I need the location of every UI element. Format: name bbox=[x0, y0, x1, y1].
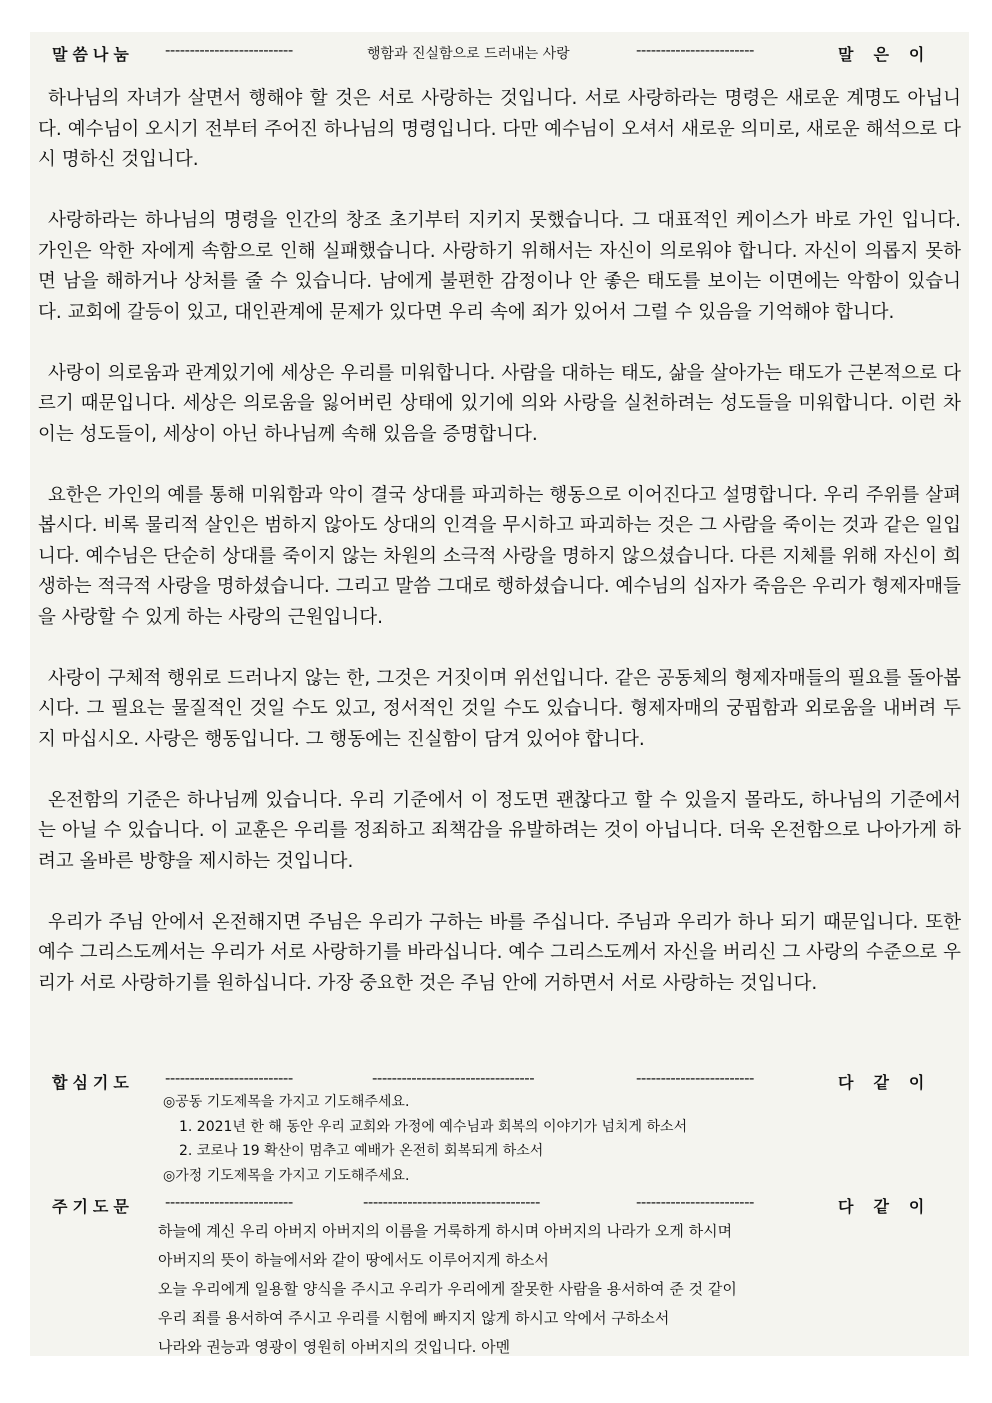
divider-dashes: ------------------------------------ bbox=[363, 1193, 540, 1211]
sermon-subtitle: 행함과 진실함으로 드러내는 사랑 bbox=[367, 46, 570, 62]
section-label: 말씀나눔 bbox=[52, 45, 134, 64]
lords-prayer-line: 아버지의 뜻이 하늘에서와 같이 땅에서도 이루어지게 하소서 bbox=[158, 1251, 549, 1269]
lords-prayer-line: 오늘 우리에게 일용할 양식을 주시고 우리가 우리에게 잘못한 사람을 용서하여 준 것 같이 bbox=[158, 1280, 737, 1298]
section-label: 주기도문 bbox=[52, 1197, 134, 1216]
lords-prayer-line: 하늘에 계신 우리 아버지 아버지의 이름을 거룩하게 하시며 아버지의 나라가 오게 하시며 bbox=[158, 1222, 733, 1240]
section-role: 말은이 bbox=[838, 45, 945, 64]
divider-dashes: -------------------------- bbox=[165, 1193, 293, 1211]
paragraph: 요한은 가인의 예를 통해 미워함과 악이 결국 상대를 파괴하는 행동으로 이어진다고 설명합니다. 우리 주위를 살펴봅시다. 비록 물리적 살인은 범하지 않아도 상대의 인격을 무시하고 파괴하는 것은 그 사람을 죽이는 것과 같은 일입니다. 예수님은 단순히 상대를 죽이지 않는 차원의 소극적 사랑을 명하지 않으셨습니다. 다른 지체를 위해 자신이 희생하는 적극적 사랑을 명하셨습니다. 그리고 말씀 그대로 행하셨습니다. 예수님의 십자가 죽음은 우리가 형제자매들을 사랑할 수 있게 하는 사랑의 근원입니다. bbox=[38, 484, 961, 628]
prayer-topics bbox=[163, 1090, 687, 1188]
section-role: 다같이 bbox=[838, 1197, 945, 1216]
paragraph: 우리가 주님 안에서 온전해지면 주님은 우리가 구하는 바를 주십니다. 주님과 우리가 하나 되기 때문입니다. 또한 예수 그리스도께서는 우리가 서로 사랑하기를 바라십니다. 예수 그리스도께서 자신을 버리신 그 사랑의 수준으로 우리가 서로 사랑하기를 원하십니다. 가장 중요한 것은 주님 안에 거하면서 서로 사랑하는 것입니다. bbox=[38, 911, 961, 994]
sermon-body bbox=[38, 84, 961, 999]
paragraph: 하나님의 자녀가 살면서 행해야 할 것은 서로 사랑하는 것입니다. 서로 사랑하라는 명령은 새로운 계명도 아닙니다. 예수님이 오시기 전부터 주어진 하나님의 명령입니다. 다만 예수님이 오셔서 새로운 의미로, 새로운 해석으로 다시 명하신 것입니다. bbox=[38, 88, 961, 170]
section-label: 합심기도 bbox=[52, 1073, 134, 1092]
divider-dashes: ------------------------ bbox=[636, 41, 754, 59]
lords-prayer-line: 나라와 권능과 영광이 영원히 아버지의 것입니다. 아멘 bbox=[158, 1338, 511, 1356]
prayer-family-title: ◎가정 기도제목을 가지고 기도해주세요. bbox=[163, 1167, 410, 1184]
prayer-common-title: ◎공동 기도제목을 가지고 기도해주세요. bbox=[163, 1094, 410, 1110]
section-header-lords-prayer bbox=[30, 1188, 969, 1220]
lords-prayer-line: 우리 죄를 용서하여 주시고 우리를 시험에 빠지지 않게 하시고 악에서 구하소서 bbox=[158, 1309, 670, 1327]
divider-dashes: -------------------------- bbox=[165, 41, 293, 59]
divider-dashes: --------------------------------- bbox=[372, 1069, 535, 1087]
page-sheet bbox=[30, 32, 969, 1356]
prayer-item: 1. 2021년 한 해 동안 우리 교회와 가정에 예수님과 회복의 이야기가 넘치게 하소서 bbox=[179, 1118, 688, 1135]
paragraph: 사랑하라는 하나님의 명령을 인간의 창조 초기부터 지키지 못했습니다. 그 대표적인 케이스가 바로 가인 입니다. 가인은 악한 자에게 속함으로 인해 실패했습니다. 사랑하기 위해서는 자신이 의로워야 합니다. 자신이 의롭지 못하면 남을 해하거나 상처를 줄 수 있습니다. 남에게 불편한 감정이나 안 좋은 태도를 보이는 이면에는 악함이 있습니다. 교회에 갈등이 있고, 대인관계에 문제가 있다면 우리 속에 죄가 있어서 그럴 수 있음을 기억해야 합니다. bbox=[38, 210, 961, 323]
paragraph: 온전함의 기준은 하나님께 있습니다. 우리 기준에서 이 정도면 괜찮다고 할 수 있을지 몰라도, 하나님의 기준에서는 아닐 수 있습니다. 이 교훈은 우리를 정죄하고 죄책감을 유발하려는 것이 아닙니다. 더욱 온전함으로 나아가게 하려고 올바른 방향을 제시하는 것입니다. bbox=[38, 789, 961, 872]
section-role: 다같이 bbox=[838, 1073, 945, 1092]
paragraph: 사랑이 구체적 행위로 드러나지 않는 한, 그것은 거짓이며 위선입니다. 같은 공동체의 형제자매들의 필요를 돌아봅시다. 그 필요는 물질적인 것일 수도 있고, 정서적인 것일 수도 있습니다. 형제자매의 궁핍함과 외로움을 내버려 두지 마십시오. 사랑은 행동입니다. 그 행동에는 진실함이 담겨 있어야 합니다. bbox=[38, 667, 961, 750]
prayer-item: 2. 코로나 19 확산이 멈추고 예배가 온전히 회복되게 하소서 bbox=[179, 1143, 544, 1159]
divider-dashes: -------------------------- bbox=[165, 1069, 293, 1087]
divider-dashes: ------------------------ bbox=[636, 1069, 754, 1087]
section-header-sermon bbox=[30, 36, 969, 68]
lords-prayer-text bbox=[158, 1217, 737, 1362]
paragraph: 사랑이 의로움과 관계있기에 세상은 우리를 미워합니다. 사람을 대하는 태도, 삶을 살아가는 태도가 근본적으로 다르기 때문입니다. 세상은 의로움을 잃어버린 상태에 있기에 의와 사랑을 실천하려는 성도들을 미워합니다. 이런 차이는 성도들이, 세상이 아닌 하나님께 속해 있음을 증명합니다. bbox=[38, 362, 961, 445]
divider-dashes: ------------------------ bbox=[636, 1193, 754, 1211]
